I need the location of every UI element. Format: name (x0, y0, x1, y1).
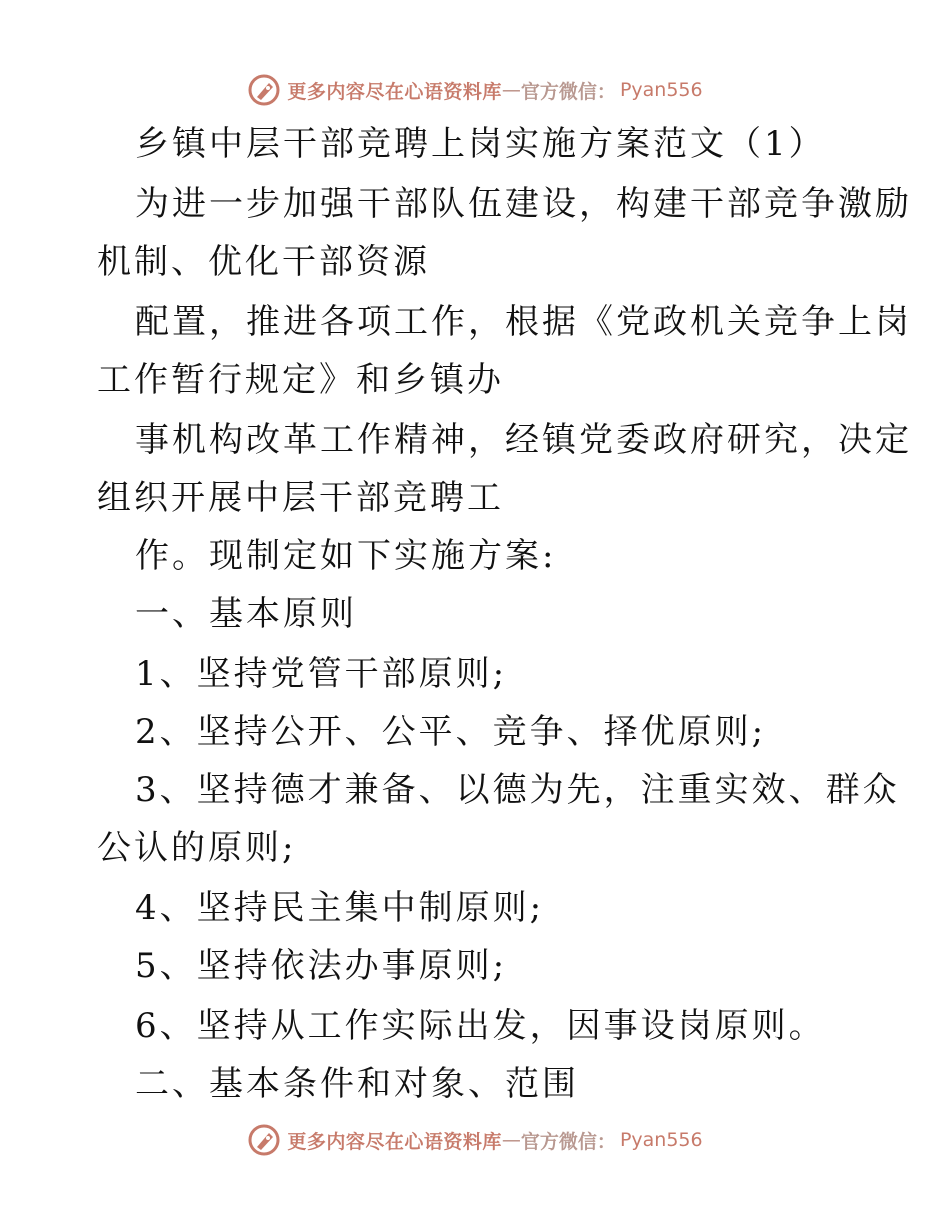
document-title: 乡镇中层干部竞聘上岗实施方案范文（1） (135, 124, 826, 164)
paragraph-line: 事机构改革工作精神，经镇党委政府研究，决定 (135, 420, 912, 460)
watermark-label: 官方微信： (520, 1130, 616, 1153)
paragraph-line: 机制、优化干部资源 (97, 242, 430, 282)
paragraph-line: 为进一步加强干部队伍建设，构建干部竞争激励 (135, 184, 912, 224)
list-item: 1、坚持党管干部原则; (135, 654, 508, 694)
paragraph-line: 配置，推进各项工作，根据《党政机关竞争上岗 (135, 302, 912, 342)
watermark-id: Pyan556 (619, 1129, 703, 1151)
section-heading: 一、基本原则 (135, 594, 357, 634)
watermark-text: 更多内容尽在心语资料库 (287, 80, 502, 103)
pen-nib-logo-icon (247, 1123, 281, 1157)
pen-nib-logo-icon (247, 73, 281, 107)
watermark-id: Pyan556 (619, 79, 703, 101)
footer-watermark (0, 1120, 950, 1160)
paragraph-line: 作。现制定如下实施方案: (135, 536, 557, 576)
list-item-continuation: 公认的原则; (97, 828, 297, 868)
section-heading: 二、基本条件和对象、范围 (135, 1064, 579, 1104)
watermark-label: 官方微信： (520, 80, 616, 103)
watermark-text: 更多内容尽在心语资料库 (287, 1130, 502, 1153)
list-item: 4、坚持民主集中制原则; (135, 888, 545, 928)
paragraph-line: 工作暂行规定》和乡镇办 (97, 360, 504, 400)
watermark-separator: — (501, 79, 521, 101)
list-item: 2、坚持公开、公平、竞争、择优原则; (135, 712, 767, 752)
header-watermark (0, 70, 950, 110)
list-item: 6、坚持从工作实际出发，因事设岗原则。 (135, 1006, 826, 1046)
list-item: 3、坚持德才兼备、以德为先，注重实效、群众 (135, 770, 900, 810)
paragraph-line: 组织开展中层干部竞聘工 (97, 478, 504, 518)
watermark-separator: — (501, 1129, 521, 1151)
list-item: 5、坚持依法办事原则; (135, 946, 508, 986)
